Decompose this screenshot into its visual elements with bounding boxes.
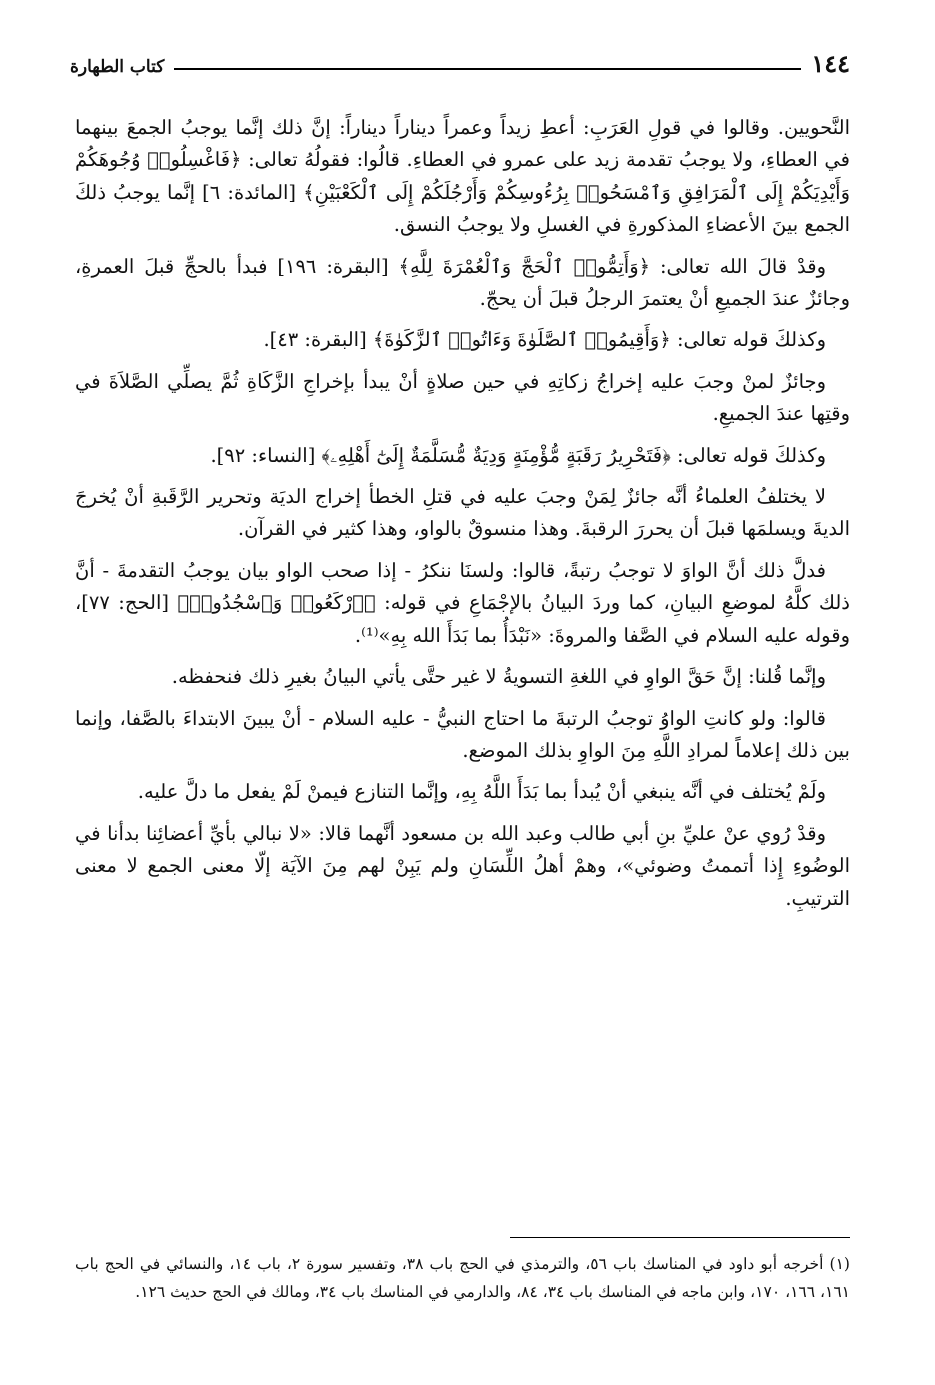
paragraph: فدلَّ ذلك أنَّ الواوَ لا توجبُ رتبةً، قالوا: ولسنَا ننكرُ - إذا صحب الواو بيان يوجبُ التقدمةَ - أنَّ ذلك كلَّهُ لموضعِ البيانِ، كما وردَ البيانُ بالإجْمَاعِ في قوله: ﴿ٱرْكَعُوا۟ وَٱسْجُدُوا۟﴾ [الحج: ٧٧]، وقوله عليه السلام في الصَّفا والمروةَ: «نَبْدَأُ بما بَدَأَ الله بِهِ»⁽¹⁾. [75,558,850,647]
paragraph: لا يختلفُ العلماءُ أنَّه جائزٌ لِمَنْ وجبَ عليه في قتلِ الخطأ إخراج الديَة وتحرير الرَّقَبةِ أنْ يُخرجَ الديةَ ويسلمَها قبلَ أن يحررَ الرقبةَ. وهذا منسوقٌ بالواو، وهذا كثير في القرآن. [75,485,850,541]
paragraph: وقدْ رُوي عنْ عليِّ بنِ أبي طالب وعبد الله بن مسعود أنَّهما قالا: «لا نبالي بأيِّ أعضائِنا بدأنا في الوضُوءِ إِذا أتممتُ وضوئي»، وهمْ أهلُ اللِّسَانِ ولم يَبِنْ لهم مِنَ الآيَة إلّا معنى الجمع لا معنى الترتيبِ. [75,821,850,910]
footnote-divider [510,1237,850,1238]
running-header [70,42,850,76]
page-number: ١٤٤ [811,49,850,78]
footnote: (١) أخرجه أبو داود في المناسك باب ٥٦، والترمذي في الحج باب ٣٨، وتفسير سورة ٢، باب ١٤، والنسائي في الحج باب ١٦١، ١٦٦، ١٧٠، وابن ماجه في المناسك باب ٣٤، ٨٤، والدارمي في المناسك باب ٣٤، ومالك في الحج حديث ١٢٦. [75,1255,850,1301]
footnotes [75,1250,850,1306]
paragraph: النَّحويين. وقالوا في قولِ العَرَبِ: أعطِ زيداً وعمراً ديناراً ديناراً: إنَّ ذلك إنَّما يوجبُ الجمعَ بينهما في العطاءِ، ولا يوجبُ تقدمة زيد على عمرو في العطاءِ. قالُوا: فقولُهُ تعالى: ﴿فَاغْسِلُوا۟ وُجُوهَكُمْ وَأَيْدِيَكُمْ إِلَى ٱلْمَرَافِقِ وَٱمْسَحُوا۟ بِرُءُوسِكُمْ وَأَرْجُلَكُمْ إِلَى ٱلْكَعْبَيْنِ﴾ [المائدة: ٦] إنَّما يوجبُ ذلكَ الجمع بينَ الأعضاءِ المذكورةِ في الغسلِ ولا يوجبُ النسق. [75,116,850,237]
paragraph: وجائزٌ لمنْ وجبَ عليه إخراجُ زكاتِهِ في حين صلاةٍ أنْ يبدأ بإخراجِ الزَّكَاةِ ثُمَّ يصلِّي الصَّلاَةَ في وقتِها عندَ الجميعِ. [75,369,850,426]
paragraph: ولَمْ يُختلف في أنَّه ينبغي أنْ يُبدأ بما بَدَأَ اللَّهُ بِهِ، وإنَّما التنازع فيمنْ لَمْ يفعل ما دلَّ عليه. [137,780,826,804]
paragraph: وإنَّما قُلنا: إنَّ حَقَّ الواوِ في اللغةِ التسويةُ لا غير حتَّى يأتي البيانُ بغيرِ ذلك فنحفظه. [171,665,826,689]
body-text [75,112,850,924]
paragraph: وقدْ قالَ الله تعالى: ﴿وَأَتِمُّوا۟ ٱلْحَجَّ وَٱلْعُمْرَةَ لِلَّهِ﴾ [البقرة: ١٩٦] فبدأ بالحجِّ قبلَ العمرةِ، وجائزٌ عندَ الجميعِ أنْ يعتمرَ الرجلُ قبلَ أن يحجّ. [75,254,850,311]
paragraph: وكذلكَ قوله تعالى: ﴿وَأَقِيمُوا۟ ٱلصَّلَوٰةَ وَءَاتُوا۟ ٱلزَّكَوٰةَ﴾ [البقرة: ٤٣]. [263,328,826,352]
paragraph: وكذلكَ قوله تعالى: ﴿فَتَحْرِيرُ رَقَبَةٍ مُّؤْمِنَةٍ وَدِيَةٌ مُّسَلَّمَةٌ إِلَىٰٓ أَهْلِهِۦ﴾ [النساء: ٩٢]. [210,443,826,467]
paragraph: قالوا: ولو كانتِ الواوُ توجبُ الرتبةَ ما احتاج النبيُّ - عليه السلام - أنْ يبينَ الابتداءَ بالصَّفا، وإنما بين ذلك إعلاماً لمرادِ اللَّهِ مِنَ الواوِ بذلك الموضع. [75,706,850,762]
header-rule [174,56,801,70]
book-title: كتاب الطهارة [70,57,165,77]
